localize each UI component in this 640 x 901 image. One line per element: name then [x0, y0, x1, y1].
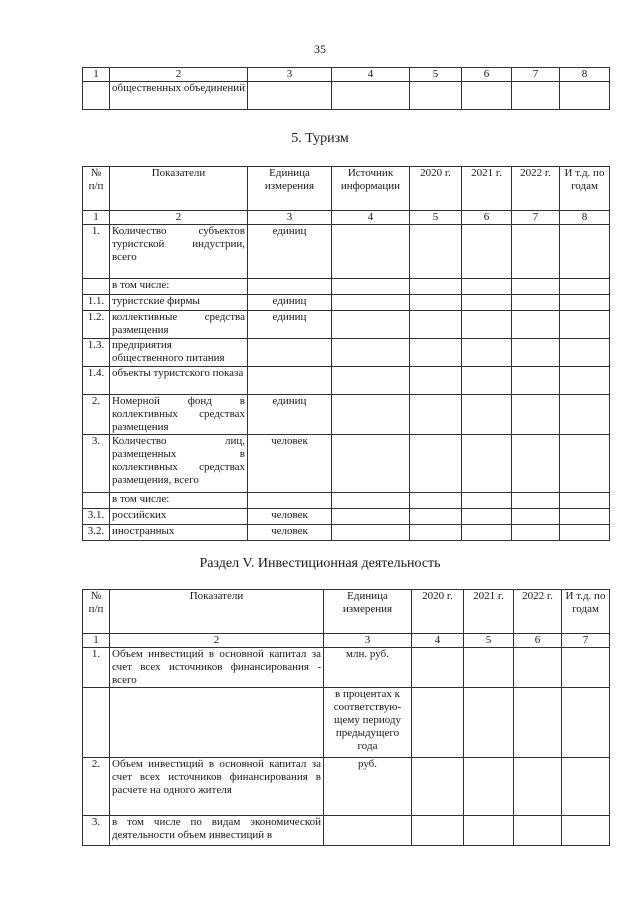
table-row [83, 648, 610, 688]
empty-cell [332, 339, 410, 367]
row-name: коллективные средства размещения [110, 311, 248, 339]
row-number: 3. [83, 816, 110, 846]
table-row [83, 225, 610, 279]
row-name: Объем инвестиций в основной капитал за счет всех источников финансирования - всего [110, 648, 324, 688]
col-num: 5 [464, 634, 514, 648]
col-num: 7 [512, 211, 560, 225]
row-unit: млн. руб. [324, 648, 412, 688]
investment-rows [83, 648, 610, 846]
empty-cell [560, 279, 610, 295]
col-num: 7 [562, 634, 610, 648]
table-row [83, 525, 610, 541]
empty-cell [512, 525, 560, 541]
header-cell: И т.д. по годам [562, 590, 610, 634]
empty-cell [462, 295, 512, 311]
empty-cell [462, 395, 512, 435]
tourism-rows [83, 225, 610, 541]
header-cell: Источник информации [332, 167, 410, 211]
row-name: в том числе: [110, 279, 248, 295]
empty-cell [462, 435, 512, 493]
empty-cell [562, 816, 610, 846]
row-name: Количество лиц, размещенных в коллективных средствах размещения, всего [110, 435, 248, 493]
empty-cell [332, 525, 410, 541]
empty-cell [332, 311, 410, 339]
empty-cell [410, 395, 462, 435]
row-unit: человек [248, 509, 332, 525]
row-name: туристские фирмы [110, 295, 248, 311]
empty-cell [462, 339, 512, 367]
empty-cell [512, 493, 560, 509]
table-row [83, 395, 610, 435]
table-row [83, 816, 610, 846]
row-unit: единиц [248, 311, 332, 339]
empty-cell [410, 367, 462, 395]
row-number [83, 279, 110, 295]
empty-cell [512, 339, 560, 367]
empty-cell [514, 688, 562, 758]
header-row [83, 590, 610, 634]
table-row [83, 339, 610, 367]
empty-cell [560, 339, 610, 367]
empty-cell [462, 311, 512, 339]
empty-cell [462, 525, 512, 541]
header-cell: 2020 г. [410, 167, 462, 211]
empty-cell [410, 435, 462, 493]
row-name: Объем инвестиций в основной капитал за счет всех источников финансирования в расчете на одного жителя [110, 758, 324, 816]
header-cell: 2021 г. [464, 590, 514, 634]
col-num: 4 [412, 634, 464, 648]
col-num: 1 [83, 634, 110, 648]
tourism-table [82, 166, 610, 541]
row-number: 1.2. [83, 311, 110, 339]
col-num: 5 [410, 68, 462, 82]
empty-cell [412, 688, 464, 758]
table-row [83, 493, 610, 509]
row-number: 3. [83, 435, 110, 493]
investment-table [82, 589, 610, 846]
row-name: Номерной фонд в коллективных средствах размещения [110, 395, 248, 435]
empty-cell [560, 225, 610, 279]
row-name: иностранных [110, 525, 248, 541]
col-num: 1 [83, 211, 110, 225]
col-num: 6 [462, 211, 512, 225]
page-number: 35 [314, 42, 326, 56]
header-cell: № п/п [83, 590, 110, 634]
empty-cell [462, 279, 512, 295]
row-unit: человек [248, 525, 332, 541]
empty-cell [332, 225, 410, 279]
row-unit: единиц [248, 295, 332, 311]
row-name: в том числе: [110, 493, 248, 509]
col-num: 6 [462, 68, 512, 82]
row-number [83, 493, 110, 509]
col-num: 7 [512, 68, 560, 82]
empty-cell [514, 816, 562, 846]
row-unit [324, 816, 412, 846]
row-unit: единиц [248, 395, 332, 435]
empty-cell [410, 295, 462, 311]
col-num: 3 [248, 68, 332, 82]
empty-cell [412, 816, 464, 846]
section-title-investment: Раздел V. Инвестиционная деятельность [199, 556, 441, 571]
empty-cell [560, 435, 610, 493]
empty-cell [410, 311, 462, 339]
row-unit [248, 279, 332, 295]
empty-cell [410, 225, 462, 279]
row-number: 2. [83, 758, 110, 816]
empty-cell [512, 395, 560, 435]
empty-cell [332, 295, 410, 311]
column-number-row [83, 634, 610, 648]
header-cell: 2022 г. [514, 590, 562, 634]
header-cell: № п/п [83, 167, 110, 211]
empty-cell [560, 509, 610, 525]
col-num: 2 [110, 68, 248, 82]
empty-cell [560, 395, 610, 435]
col-num: 5 [410, 211, 462, 225]
row-name: в том числе по видам экономической деятельности объем инвестиций в [110, 816, 324, 846]
empty-cell [512, 367, 560, 395]
row-unit [248, 493, 332, 509]
table-row [83, 688, 610, 758]
col-num: 8 [560, 68, 610, 82]
row-name [110, 688, 324, 758]
row-number: 1.1. [83, 295, 110, 311]
table-row [83, 367, 610, 395]
row-name: Количество субъектов туристской индустрии, всего [110, 225, 248, 279]
empty-cell [512, 225, 560, 279]
column-number-row [83, 211, 610, 225]
col-num: 8 [560, 211, 610, 225]
empty-cell [412, 758, 464, 816]
empty-cell [332, 395, 410, 435]
empty-cell [410, 279, 462, 295]
empty-cell [464, 758, 514, 816]
empty-cell [512, 311, 560, 339]
row-unit: человек [248, 435, 332, 493]
row-number [83, 688, 110, 758]
row-number: 2. [83, 395, 110, 435]
empty-cell [560, 295, 610, 311]
row-unit: единиц [248, 225, 332, 279]
row-number: 1. [83, 225, 110, 279]
empty-cell [562, 688, 610, 758]
empty-cell [512, 295, 560, 311]
col-num: 2 [110, 211, 248, 225]
col-num: 4 [332, 211, 410, 225]
empty-cell [464, 816, 514, 846]
empty-cell [464, 688, 514, 758]
empty-cell [462, 493, 512, 509]
empty-cell [410, 493, 462, 509]
empty-cell [560, 311, 610, 339]
table-row [83, 435, 610, 493]
header-cell: Единица измерения [248, 167, 332, 211]
empty-cell [560, 367, 610, 395]
row-number: 1.4. [83, 367, 110, 395]
column-number-row [83, 68, 610, 82]
empty-cell [332, 509, 410, 525]
empty-cell [332, 279, 410, 295]
header-cell: Показатели [110, 167, 248, 211]
table-row [83, 82, 610, 110]
empty-cell [512, 435, 560, 493]
empty-cell [512, 279, 560, 295]
col-num: 6 [514, 634, 562, 648]
empty-cell [412, 648, 464, 688]
row-number: 1.3. [83, 339, 110, 367]
empty-cell [410, 339, 462, 367]
col-num: 2 [110, 634, 324, 648]
col-num: 3 [248, 211, 332, 225]
header-cell: И т.д. по годам [560, 167, 610, 211]
row-name: объекты туристского показа [110, 367, 248, 395]
empty-cell [410, 509, 462, 525]
header-cell: Показатели [110, 590, 324, 634]
empty-cell [332, 435, 410, 493]
row-name: общественных объединений [110, 82, 248, 110]
col-num: 4 [332, 68, 410, 82]
row-unit [248, 339, 332, 367]
empty-cell [514, 648, 562, 688]
header-cell: Единица измерения [324, 590, 412, 634]
table-row [83, 279, 610, 295]
col-num: 3 [324, 634, 412, 648]
row-unit: в процентах к соответствую-щему периоду предыдущего года [324, 688, 412, 758]
empty-cell [560, 493, 610, 509]
empty-cell [562, 648, 610, 688]
row-name: предприятия общественного питания [110, 339, 248, 367]
empty-cell [462, 225, 512, 279]
table-row [83, 509, 610, 525]
empty-cell [410, 525, 462, 541]
header-cell: 2021 г. [462, 167, 512, 211]
empty-cell [514, 758, 562, 816]
row-name: российских [110, 509, 248, 525]
empty-cell [512, 509, 560, 525]
empty-cell [560, 525, 610, 541]
row-unit [248, 367, 332, 395]
header-cell: 2022 г. [512, 167, 560, 211]
row-number: 1. [83, 648, 110, 688]
empty-cell [332, 493, 410, 509]
row-number: 3.2. [83, 525, 110, 541]
empty-cell [562, 758, 610, 816]
table-row [83, 758, 610, 816]
row-number: 3.1. [83, 509, 110, 525]
section-title-tourism: 5. Туризм [291, 131, 349, 146]
row-unit: руб. [324, 758, 412, 816]
header-row [83, 167, 610, 211]
empty-cell [332, 367, 410, 395]
empty-cell [464, 648, 514, 688]
table-row [83, 295, 610, 311]
previous-table [82, 67, 610, 110]
col-num: 1 [83, 68, 110, 82]
table-row [83, 311, 610, 339]
header-cell: 2020 г. [412, 590, 464, 634]
empty-cell [462, 509, 512, 525]
empty-cell [462, 367, 512, 395]
